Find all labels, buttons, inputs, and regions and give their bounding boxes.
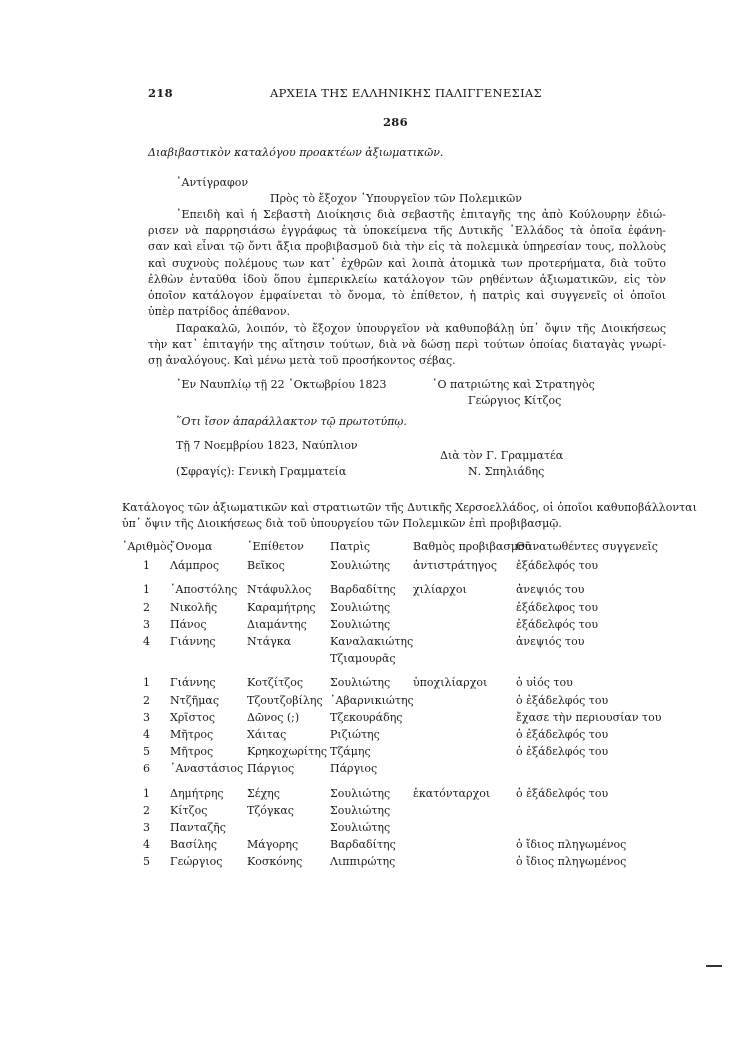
paragraph-line: Παρακαλῶ, λοιπόν, τὸ ἔξοχον ὑπουργεῖον νὰ καθυποβάλῃ ὑπ᾿ ὄψιν τῆς Διοικήσεως [176,322,666,335]
table-cell-number: 1 [143,786,150,800]
table-cell-number: 4 [143,838,150,852]
table-cell-surname: Χάιτας [247,728,287,741]
document-number: 286 [383,115,408,129]
table-cell-homeland: Σουλιώτης [330,786,391,800]
table-cell-rank: χιλίαρχοι [413,583,467,597]
table-cell-number: 2 [143,693,150,707]
table-header-number: ᾿Αριθμὸς [122,540,173,553]
table-cell-homeland: Βαρδαδίτης [330,583,396,597]
signature-title: ῾Ο πατριώτης καὶ Στρατηγὸς [432,378,595,391]
paragraph-line: τὴν κατ᾿ ἐπιταγήν της αἴτησιν τούτων, διὰ νὰ δώσῃ περὶ τούτων ὁποίας διαταγὰς γνωρί- [148,338,666,352]
table-cell-surname: Κοσκόνης [247,855,303,869]
table-cell-surname: Δῶνος (;) [247,710,300,724]
table-cell-homeland: Λιππιρώτης [330,855,396,869]
table-cell-homeland: Σουλιώτης [330,600,391,614]
paragraph-line: σῃ ἀναλόγους. Καὶ μένω μετὰ τοῦ προσήκοντος σέβας. [148,354,456,368]
table-cell-homeland: Καναλακιώτης [330,635,414,648]
letter-paragraph-1 [148,207,666,320]
table-cell-name: Γεώργιος [170,855,223,869]
table-cell-surname: Καραμήτρης [247,600,316,614]
table-cell-relatives: ἐξάδελφος του [516,600,599,614]
table-cell-number: 3 [143,821,150,834]
table-cell-rank: ἀντιστράτηγος [413,559,498,573]
catalog-intro-line-1: Κατάλογος τῶν ἀξιωματικῶν καὶ στρατιωτῶν τῆς Δυτικῆς Χερσοελλάδος, οἱ ὁποῖοι καθυποβάλλονται [122,501,697,514]
table-header-name: ῎Ονομα [170,540,213,553]
seal-note: (Σφραγίς): Γενικὴ Γραμματεία [176,465,347,478]
letter-paragraph-2 [148,321,666,370]
table-cell-homeland: Σουλιώτης [330,803,391,817]
addressee: Πρὸς τὸ ἔξοχον ῾Υπουργεῖον τῶν Πολεμικῶν [270,192,522,205]
table-cell-homeland: Τζιαμουρᾶς [330,652,396,666]
table-cell-name: Χρῖστος [170,710,215,724]
table-cell-homeland: Σουλιώτης [330,617,391,631]
table-cell-homeland: Ριζιώτης [330,728,380,741]
table-cell-number: 5 [143,855,150,869]
table-cell-name: Πάνος [170,617,207,631]
paragraph-line: καὶ συχνοὺς πολέμους των κατ᾿ ἐχθρῶν καὶ λοιπὰ ἀτομικὰ των προτερήματα, διὰ τοῦτο [148,256,666,270]
table-cell-homeland: Τζεκουράδης [330,710,403,724]
table-cell-name: Γιάννης [170,676,216,690]
page-number: 218 [148,86,173,100]
dateline: ᾿Εν Ναυπλίῳ τῇ 22 ᾿Οκτωβρίου 1823 [176,378,387,391]
table-cell-homeland: Τζάμης [330,745,371,759]
table-cell-rank: ὑποχιλίαρχοι [413,676,488,690]
table-cell-relatives: ὁ υἱός του [516,676,573,690]
table-cell-number: 4 [143,635,150,648]
table-cell-surname: Τζουτζοβίλης [247,693,323,707]
table-cell-number: 1 [143,676,150,690]
paragraph-line: ἐλθὼν ἐνταῦθα ἰδοὺ ὅπου ἐμπερικλείω κατάλογον τῶν ρηθέντων ἀξιωματικῶν, εἰς τὸν [148,272,666,286]
table-cell-relatives: ὁ ἐξάδελφός του [516,693,609,707]
secretary-for-label: Διὰ τὸν Γ. Γραμματέα [440,449,564,462]
table-cell-relatives: ἀνεψιός του [516,635,585,648]
table-cell-number: 2 [143,600,150,614]
table-cell-name: Ντζῆμας [170,693,220,707]
table-cell-rank: ἑκατόνταρχοι [413,786,491,800]
table-cell-surname: Βεῖκος [247,559,285,573]
table-header-relatives: Θανατωθέντες συγγενεῖς [516,540,658,553]
table-cell-homeland: ᾿Αβαρνικιώτης [330,693,414,707]
signature-name: Γεώργιος Κίτζος [468,394,562,407]
certification-date: Τῇ 7 Νοεμβρίου 1823, Ναύπλιον [176,439,358,452]
table-cell-relatives: ὁ ἐξάδελφός του [516,728,609,741]
table-cell-number: 6 [143,762,150,776]
running-title: ΑΡΧΕΙΑ ΤΗΣ ΕΛΛΗΝΙΚΗΣ ΠΑΛΙΓΓΕΝΕΣΙΑΣ [270,86,542,100]
table-cell-name: Μῆτρος [170,745,214,759]
table-cell-relatives: ἐξάδελφός του [516,559,599,573]
catalog-intro-line-2: ὑπ᾿ ὄψιν τῆς Διοικήσεως διὰ τοῦ ὑπουργείου τῶν Πολεμικῶν ἐπὶ προβιβασμῷ. [122,517,562,530]
table-cell-relatives: ὁ ἐξάδελφός του [516,745,609,759]
paragraph-line: ρισεν νὰ παρρησιάσω ἐγγράφως τὰ ὑποκείμενα τῆς Δυτικῆς ῾Ελλάδος τὰ ὁποῖα ἐφάνη- [148,224,666,238]
table-cell-relatives: ὁ ἴδιος πληγωμένος [516,838,627,852]
table-cell-number: 5 [143,745,150,759]
table-cell-surname: Ντάφυλλος [247,583,312,597]
table-cell-surname: Κρηκοχωρίτης [247,745,328,759]
table-cell-name: ᾿Αναστάσιος [170,762,244,776]
table-cell-number: 4 [143,728,150,741]
table-cell-name: Πανταζῆς [170,821,226,834]
table-cell-surname: Τζόγκας [247,803,294,817]
table-cell-relatives: ἔχασε τὴν περιουσίαν του [516,710,662,724]
table-cell-relatives: ἀνεψιός του [516,583,585,597]
secretary-name: Ν. Σπηλιάδης [468,465,545,478]
table-cell-surname: Σέχης [247,786,280,800]
paragraph-line: σαν καὶ εἶναι τῷ ὄντι ἄξια προβιβασμοῦ διὰ τὴν εἰς τὰ πολεμικὰ ὑπηρεσίαν τους, πολλοὺς [148,240,666,254]
table-cell-number: 1 [143,559,150,573]
table-cell-name: Μῆτρος [170,728,214,741]
document-title: Διαβιβαστικὸν καταλόγου προακτέων ἀξιωματικῶν. [148,146,444,159]
table-cell-surname: Πάργιος [247,762,295,776]
table-cell-relatives: ὁ ἴδιος πληγωμένος [516,855,627,869]
table-header-rank: Βαθμὸς προβιβασμοῦ [413,540,532,553]
certification: ῞Οτι ἴσον ἀπαράλλακτον τῷ πρωτοτύπῳ. [176,415,407,428]
paragraph-line: ᾿Επειδὴ καὶ ἡ Σεβαστὴ Διοίκησις διὰ σεβαστῆς ἐπιταγῆς της ἀπὸ Κούλουρην ἐδιώ- [176,208,666,221]
table-cell-number: 2 [143,803,150,817]
table-cell-homeland: Βαρδαδίτης [330,838,396,852]
copy-label: ᾿Αντίγραφον [176,176,249,189]
table-cell-name: Βασίλης [170,838,218,852]
table-cell-number: 3 [143,710,150,724]
table-header-homeland: Πατρὶς [330,540,371,553]
page-mark [706,965,722,967]
table-cell-homeland: Σουλιώτης [330,676,391,690]
table-cell-number: 3 [143,617,150,631]
table-cell-number: 1 [143,583,150,597]
paragraph-line: ὑπὲρ πατρίδος ἀπέθανον. [148,305,291,319]
table-cell-name: Δημήτρης [170,786,224,800]
table-cell-relatives: ὁ ἐξάδελφός του [516,786,609,800]
table-cell-homeland: Σουλιώτης [330,559,391,573]
table-header-surname: ᾿Επίθετον [247,540,304,553]
table-cell-surname: Κοτζίτζος [247,676,304,690]
table-cell-name: Κίτζος [170,803,208,817]
table-cell-surname: Διαμάντης [247,617,307,631]
table-cell-homeland: Σουλιώτης [330,821,391,834]
table-cell-surname: Μάγορης [247,838,299,852]
table-cell-name: Λάμπρος [170,559,220,573]
table-cell-homeland: Πάργιος [330,762,378,776]
table-cell-relatives: ἐξάδελφός του [516,617,599,631]
table-cell-name: ᾿Αποστόλης [170,583,238,597]
paragraph-line: ὁποῖον κατάλογον ἐμφαίνεται τὸ ὄνομα, τὸ ἐπίθετον, ἡ πατρὶς καὶ συγγενεῖς οἱ ὁποῖοι [148,288,666,302]
table-cell-name: Νικολῆς [170,600,218,614]
table-cell-name: Γιάννης [170,635,216,648]
table-cell-surname: Ντάγκα [247,635,292,648]
